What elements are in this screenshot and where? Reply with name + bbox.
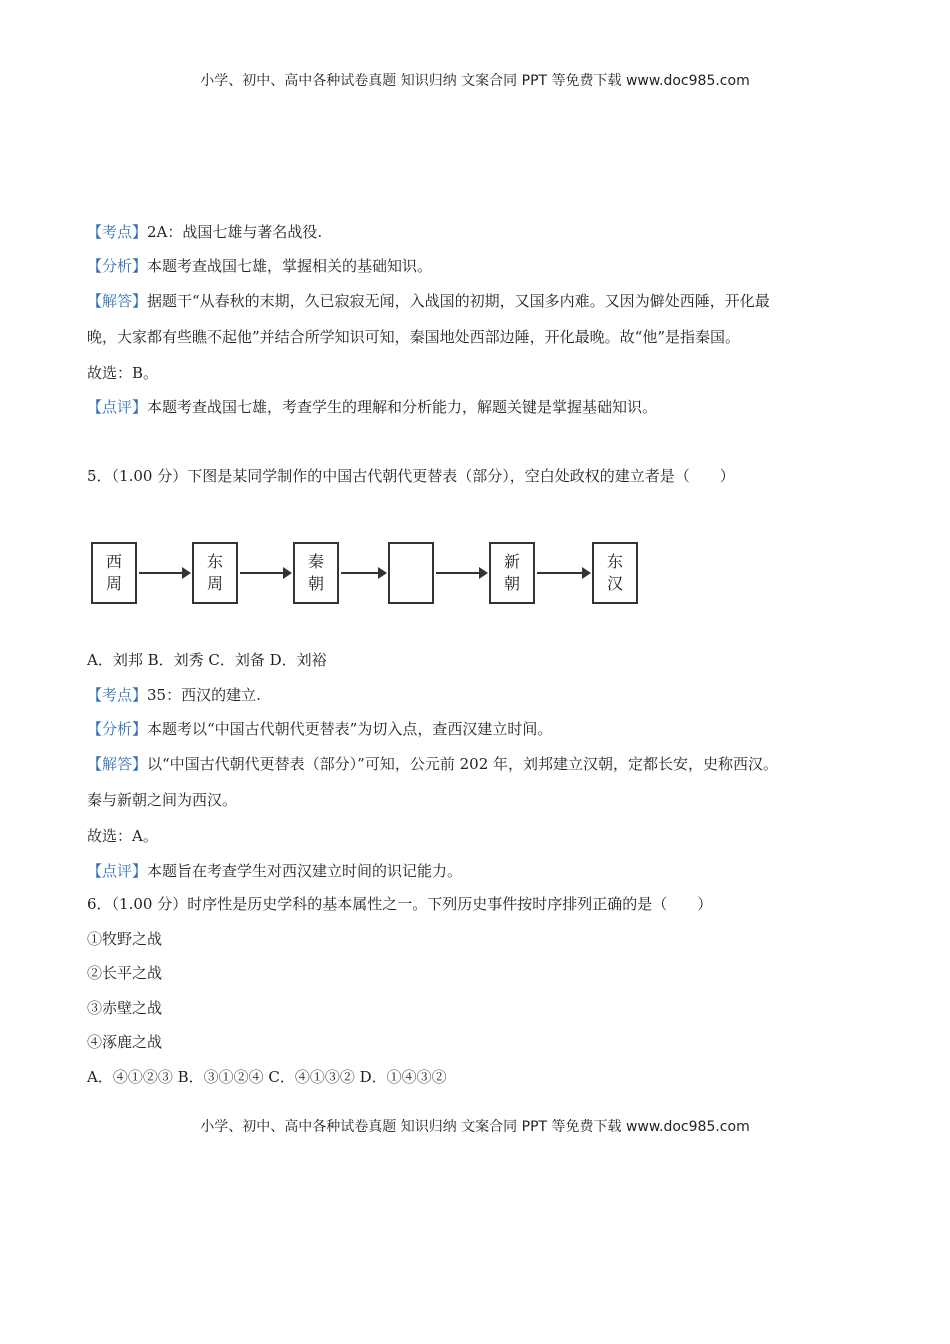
box-char: 朝 bbox=[503, 574, 520, 593]
q5-jieda bbox=[87, 754, 778, 774]
jieda-text-1: 据题干“从春秋的末期，久已寂寂无闻，入战国的初期，又国多内难。又因为僻处西陲，开化最 bbox=[147, 292, 770, 310]
fenxi-text: 本题考以“中国古代朝代更替表”为切入点，查西汉建立时间。 bbox=[147, 720, 553, 738]
dianping-text: 本题考查战国七雄，考查学生的理解和分析能力，解题关键是掌握基础知识。 bbox=[147, 398, 658, 416]
fenxi-tag: 【分析】 bbox=[87, 257, 148, 275]
dynasty-box-2 bbox=[192, 542, 238, 604]
q6-question: 6．（1.00 分）时序性是历史学科的基本属性之一。下列历史事件按时序排列正确的是（ ） bbox=[87, 895, 713, 913]
dynasty-box-blank bbox=[388, 542, 434, 604]
q6-item: ③赤壁之战 bbox=[87, 999, 163, 1017]
q6-item: ④涿鹿之战 bbox=[87, 1033, 163, 1051]
dynasty-box-1 bbox=[91, 542, 137, 604]
q5-question: 5．（1.00 分）下图是某同学制作的中国古代朝代更替表（部分），空白处政权的建立者是（ ） bbox=[87, 467, 735, 485]
q6-options: A．④①②③ B．③①②④ C．④①③② D．①④③② bbox=[87, 1068, 447, 1086]
box-char: 秦 bbox=[307, 552, 324, 571]
dynasty-box-6 bbox=[592, 542, 638, 604]
kaodian-text: 35：西汉的建立. bbox=[147, 686, 261, 704]
fenxi-tag: 【分析】 bbox=[87, 720, 148, 738]
arrow-icon bbox=[436, 572, 486, 574]
box-char: 东 bbox=[606, 552, 623, 571]
dynasty-box-3 bbox=[293, 542, 339, 604]
q5-jieda-cont: 秦与新朝之间为西汉。 bbox=[87, 791, 238, 809]
jieda-tag: 【解答】 bbox=[87, 755, 148, 773]
q5-options: A．刘邦 B．刘秀 C．刘备 D．刘裕 bbox=[87, 651, 327, 669]
box-char: 周 bbox=[105, 574, 122, 593]
page-footer: 小学、初中、高中各种试卷真题 知识归纳 文案合同 PPT 等免费下载 www.doc985.com bbox=[200, 1119, 750, 1135]
dianping-tag: 【点评】 bbox=[87, 398, 148, 416]
q6-item: ②长平之战 bbox=[87, 964, 163, 982]
q5-fenxi bbox=[87, 719, 552, 739]
fenxi-text: 本题考查战国七雄，掌握相关的基础知识。 bbox=[147, 257, 433, 275]
dianping-tag: 【点评】 bbox=[87, 862, 148, 880]
box-char: 朝 bbox=[307, 574, 324, 593]
q4-kaodian bbox=[87, 222, 322, 242]
dynasty-box-5 bbox=[489, 542, 535, 604]
kaodian-tag: 【考点】 bbox=[87, 223, 148, 241]
q4-answer: 故选：B。 bbox=[87, 364, 159, 382]
box-char: 东 bbox=[206, 552, 223, 571]
q4-jieda bbox=[87, 291, 770, 311]
q4-jieda-cont: 晚，大家都有些瞧不起他”并结合所学知识可知，秦国地处西部边陲，开化最晚。故“他”是指秦国。 bbox=[87, 328, 741, 346]
q4-fenxi bbox=[87, 256, 432, 276]
q5-answer: 故选：A。 bbox=[87, 827, 158, 845]
q4-dianping bbox=[87, 397, 657, 417]
box-char: 西 bbox=[105, 552, 122, 571]
q5-dianping bbox=[87, 861, 462, 881]
box-char: 新 bbox=[503, 552, 520, 571]
jieda-tag: 【解答】 bbox=[87, 292, 148, 310]
box-char: 周 bbox=[206, 574, 223, 593]
dynasty-flow-diagram bbox=[87, 538, 647, 613]
kaodian-tag: 【考点】 bbox=[87, 686, 148, 704]
arrow-icon bbox=[139, 572, 189, 574]
q6-item: ①牧野之战 bbox=[87, 930, 163, 948]
kaodian-text: 2A：战国七雄与著名战役. bbox=[147, 223, 323, 241]
dianping-text: 本题旨在考查学生对西汉建立时间的识记能力。 bbox=[147, 862, 463, 880]
box-char: 汉 bbox=[606, 574, 623, 593]
jieda-text-1: 以“中国古代朝代更替表（部分）”可知，公元前 202 年，刘邦建立汉朝，定都长安，史称西汉。 bbox=[147, 755, 779, 773]
arrow-icon bbox=[240, 572, 290, 574]
arrow-icon bbox=[537, 572, 589, 574]
arrow-icon bbox=[341, 572, 385, 574]
q5-kaodian bbox=[87, 685, 261, 705]
page-header: 小学、初中、高中各种试卷真题 知识归纳 文案合同 PPT 等免费下载 www.doc985.com bbox=[200, 73, 750, 89]
